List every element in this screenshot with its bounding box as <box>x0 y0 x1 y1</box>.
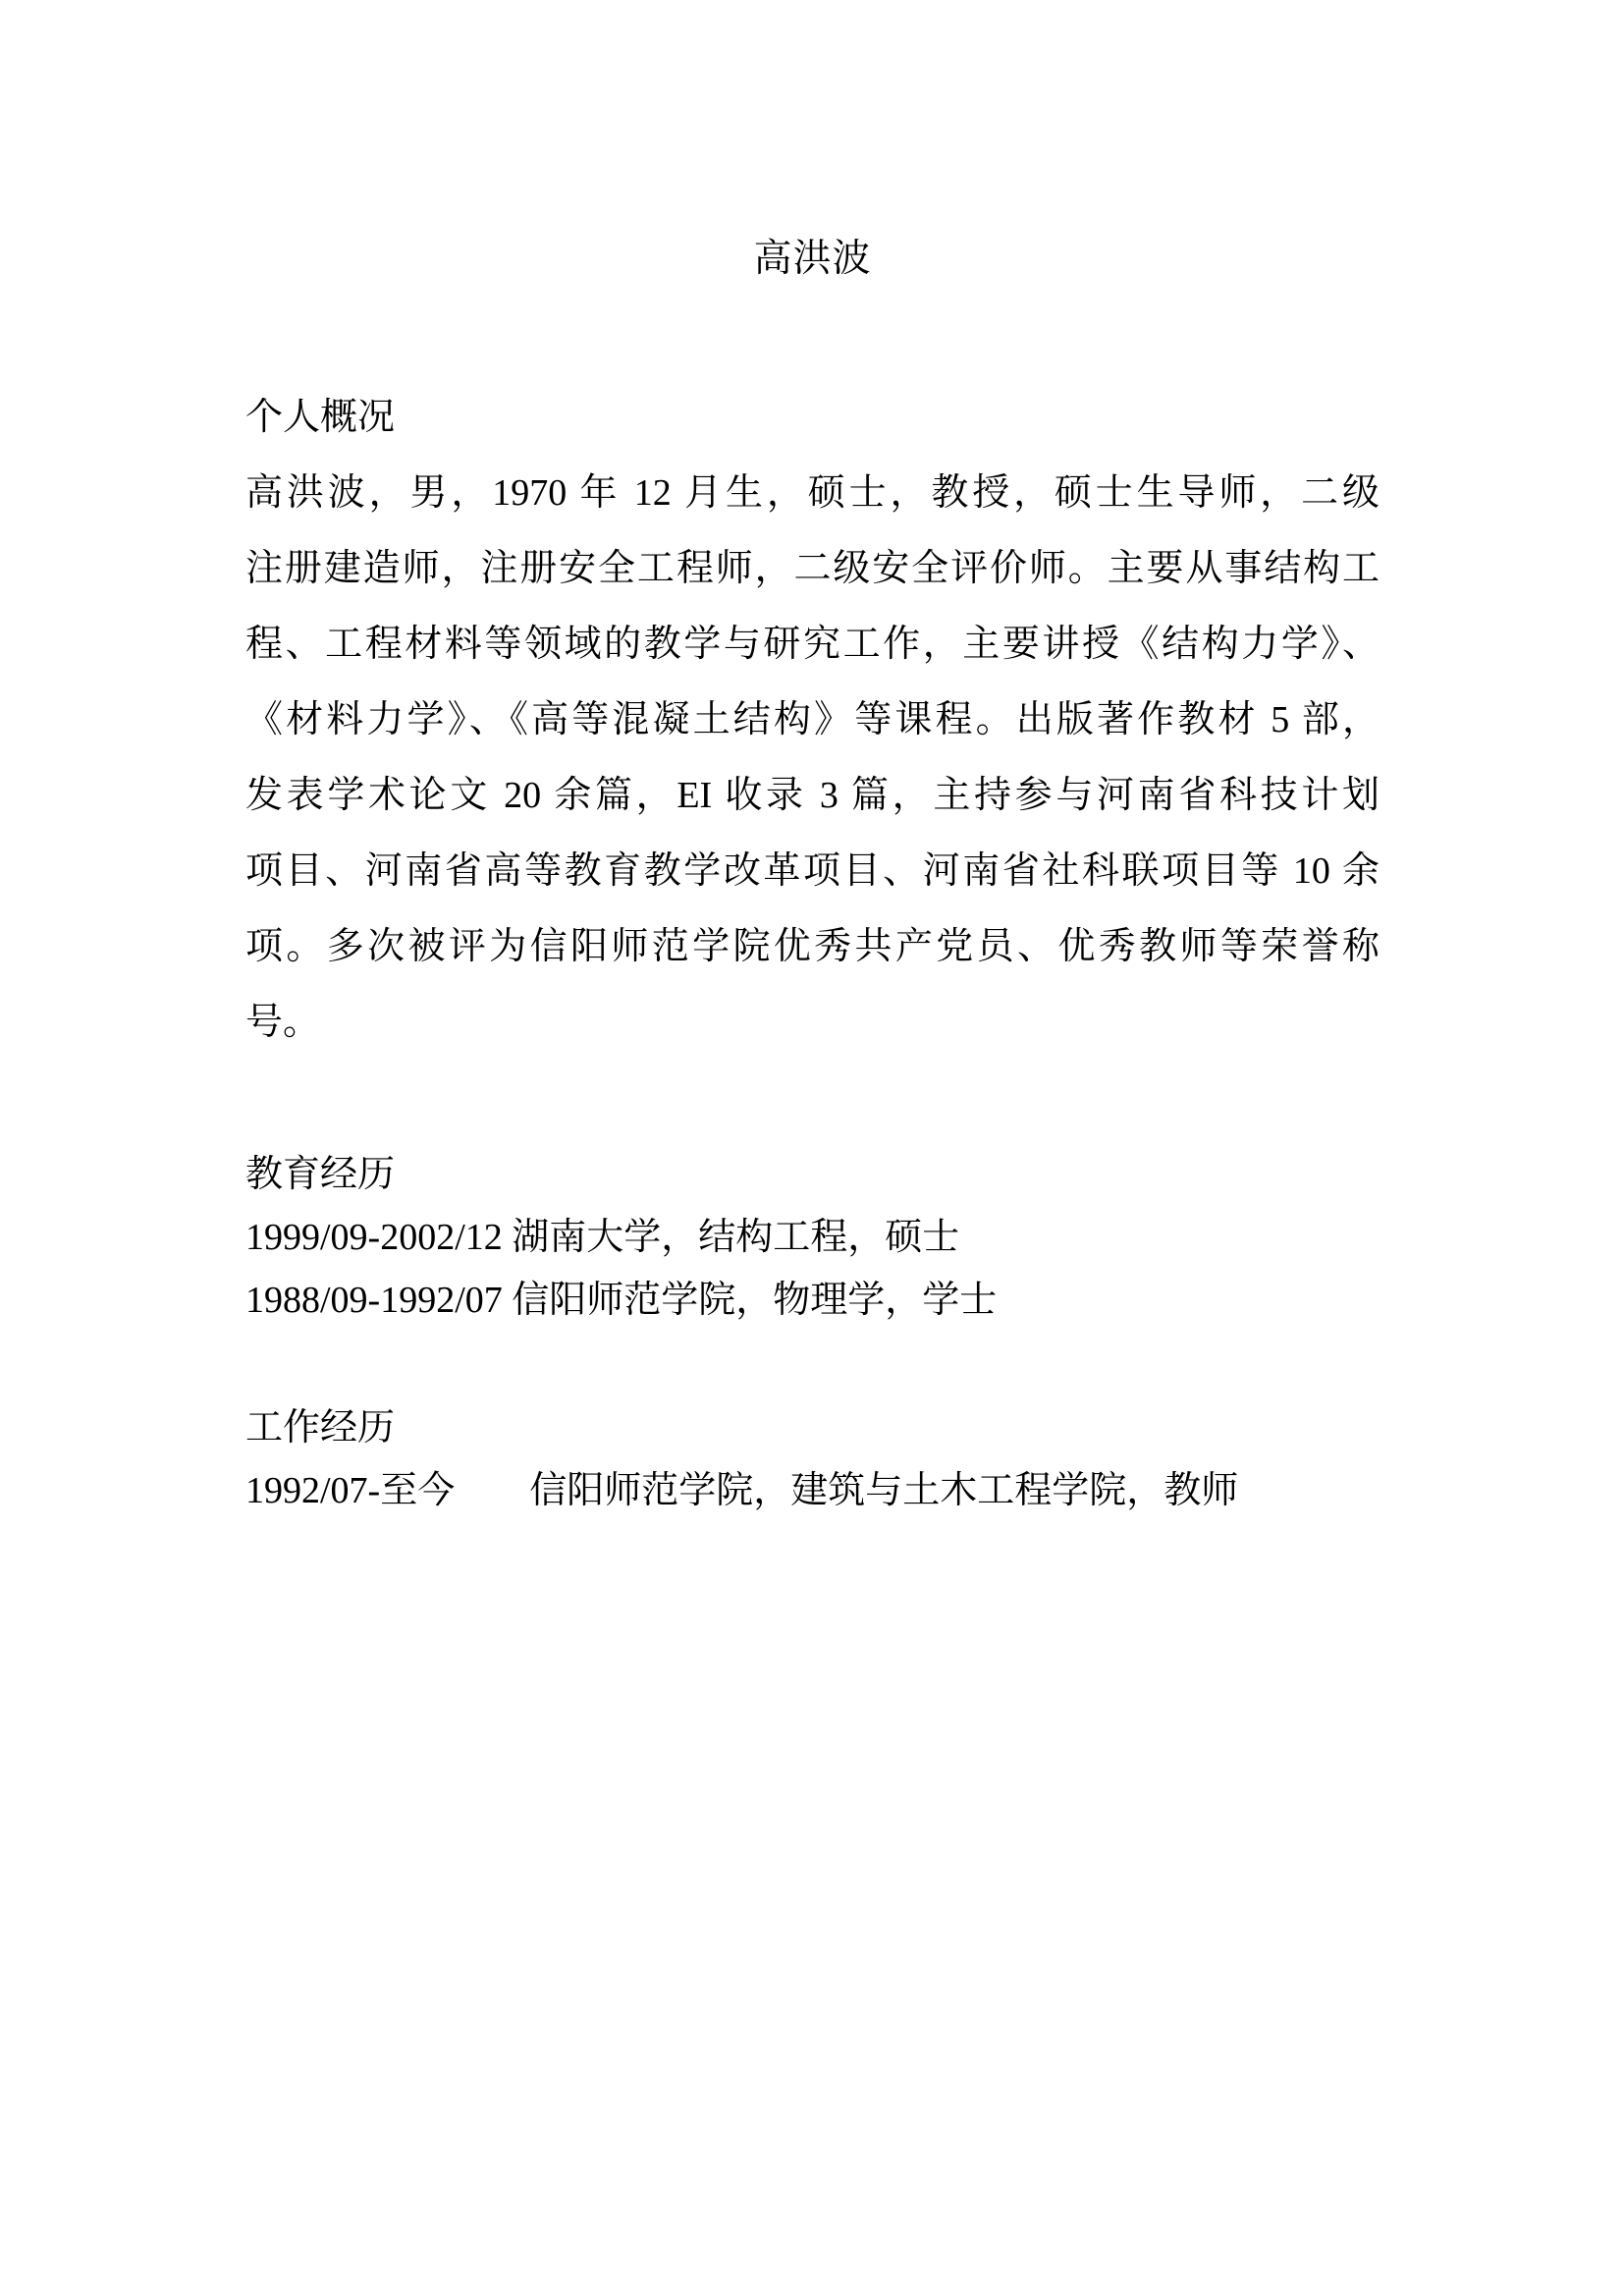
section-education-heading: 教育经历 <box>245 1154 396 1195</box>
section-profile-heading: 个人概况 <box>245 397 396 438</box>
section-work-heading: 工作经历 <box>245 1407 396 1449</box>
profile-line-4: 《材料力学》、《高等混凝土结构》等课程。出版著作教材 5 部， <box>245 699 1380 740</box>
profile-line-3: 程、工程材料等领域的教学与研究工作，主要讲授《结构力学》、 <box>245 624 1380 665</box>
profile-line-2: 注册建造师，注册安全工程师，二级安全评价师。主要从事结构工 <box>245 548 1380 589</box>
profile-line-6: 项目、河南省高等教育教学改革项目、河南省社科联项目等 10 余 <box>245 850 1380 892</box>
section-education <box>245 1143 1380 1332</box>
profile-line-5: 发表学术论文 20 余篇，EI 收录 3 篇，主持参与河南省科技计划 <box>245 775 1380 816</box>
profile-line-8: 号。 <box>245 1002 321 1043</box>
work-line-1: 1992/07-至今 信阳师范学院，建筑与土木工程学院，教师 <box>245 1470 1239 1511</box>
section-work <box>245 1396 1380 1522</box>
document-title: 高洪波 <box>753 238 872 280</box>
profile-line-7: 项。多次被评为信阳师范学院优秀共产党员、优秀教师等荣誉称 <box>245 926 1380 967</box>
section-profile <box>245 380 1380 1061</box>
profile-line-1: 高洪波，男，1970 年 12 月生，硕士，教授，硕士生导师，二级 <box>245 472 1380 514</box>
education-line-2: 1988/09-1992/07 信阳师范学院，物理学，学士 <box>245 1280 998 1321</box>
education-line-1: 1999/09-2002/12 湖南大学，结构工程，硕士 <box>245 1217 960 1258</box>
